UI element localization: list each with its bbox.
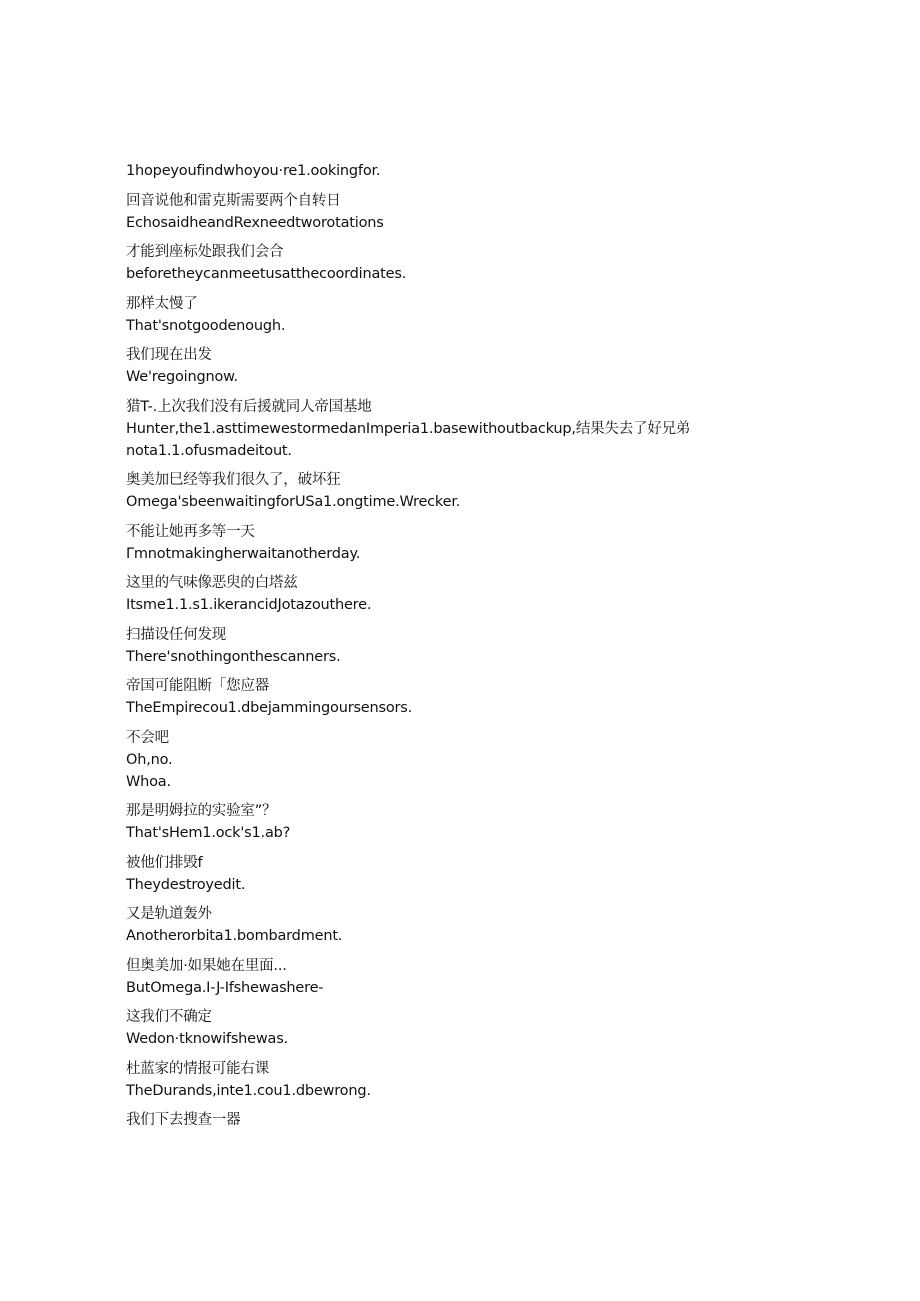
subtitle-line-chinese: 不能让她再多等一天 [126,523,255,540]
subtitle-line-chinese: 被他们排毁f [126,854,203,871]
subtitle-line-chinese: 我们现在出发 [126,347,212,363]
subtitle-line-english: There'snothingonthescanners. [126,648,341,665]
subtitle-line-chinese: 回音说他和雷克斯需要两个自转日 [126,192,341,209]
subtitle-block [126,190,826,234]
subtitle-block [126,160,826,182]
subtitle-line-english: Whoa. [126,773,171,790]
subtitle-block [126,800,826,844]
subtitle-line-english: Theydestroyedit. [126,876,246,893]
subtitle-line-chinese: 不会吧 [126,729,169,746]
subtitle-line-chinese: 那样太慢了 [126,295,198,312]
subtitle-line-english: That'sHem1.ock's1.ab? [126,825,291,841]
subtitle-block [126,1109,826,1131]
subtitle-block [126,955,826,999]
subtitle-block [126,727,826,793]
subtitle-line-chinese: 但奥美加·如果她在里面... [126,957,287,974]
subtitle-line-english: Omega'sbeenwaitingforUSa1.ongtime.Wrecker. [126,494,461,510]
subtitle-line-english: That'snotgoodenough. [126,317,286,334]
subtitle-line: 1hopeyoufindwhoyou·re1.ookingfor. [126,163,381,179]
subtitle-line-chinese: 杜蓝家的情报可能右课 [126,1060,269,1077]
subtitle-line-chinese: 这里的气味像恶臾的白塔兹 [126,575,298,591]
subtitle-line-chinese: 猎T-.上次我们没有后援就同人帝国基地 [126,398,372,415]
subtitle-line-chinese: 扫描设任何发现 [126,626,227,643]
subtitle-line-english: EchosaidheandRexneedtworotations [126,214,384,231]
subtitle-line-english: Oh,no. [126,751,173,768]
subtitle-block [126,344,826,388]
subtitle-block [126,469,826,513]
subtitle-line-chinese: 我们下去搜查一器 [126,1112,241,1128]
subtitle-line-chinese: 帝国可能阻断「您应器 [126,678,269,694]
subtitle-line-english: nota1.1.ofusmadeitout. [126,442,292,459]
subtitle-block [126,521,826,565]
subtitle-block [126,852,826,896]
subtitle-line-english: Wedon·tknowifshewas. [126,1031,288,1047]
subtitle-line-chinese: 又是轨道轰外 [126,906,212,922]
subtitle-line-english: Itsme1.1.s1.ikerancidJotazouthere. [126,597,372,613]
subtitle-line-english: We'regoingnow. [126,369,238,385]
subtitle-line-english: TheEmpirecou1.dbejammingoursensors. [126,700,413,716]
subtitle-line-chinese: 才能到座标处跟我们会合 [126,244,284,260]
subtitle-line-english: Hunter,the1.asttimewestormedanImperia1.basewithoutbackup,结果失去了好兄弟 [126,420,691,437]
subtitle-line-english: TheDurands,inte1.cou1.dbewrong. [126,1082,371,1099]
subtitle-block [126,675,826,719]
subtitle-line-english: beforetheycanmeetusatthecoordinates. [126,266,407,282]
subtitle-block [126,293,826,337]
document-page [126,160,826,1139]
subtitle-line-english: Anotherorbita1.bombardment. [126,928,343,944]
subtitle-block [126,241,826,285]
subtitle-line-english: ButOmega.I-J-Ifshewashere- [126,979,324,996]
subtitle-block [126,1058,826,1102]
subtitle-block [126,1006,826,1050]
subtitle-block [126,572,826,616]
subtitle-line-chinese: 这我们不确定 [126,1009,212,1025]
subtitle-block [126,903,826,947]
subtitle-block [126,624,826,668]
subtitle-line-english: Γmnotmakingherwaitanotherday. [126,545,361,562]
subtitle-line-chinese: 奥美加巳经等我们很久了，破坏狂 [126,472,341,488]
subtitle-block [126,396,826,462]
subtitle-line-chinese: 那是明姆拉的实验室”？ [126,803,277,819]
